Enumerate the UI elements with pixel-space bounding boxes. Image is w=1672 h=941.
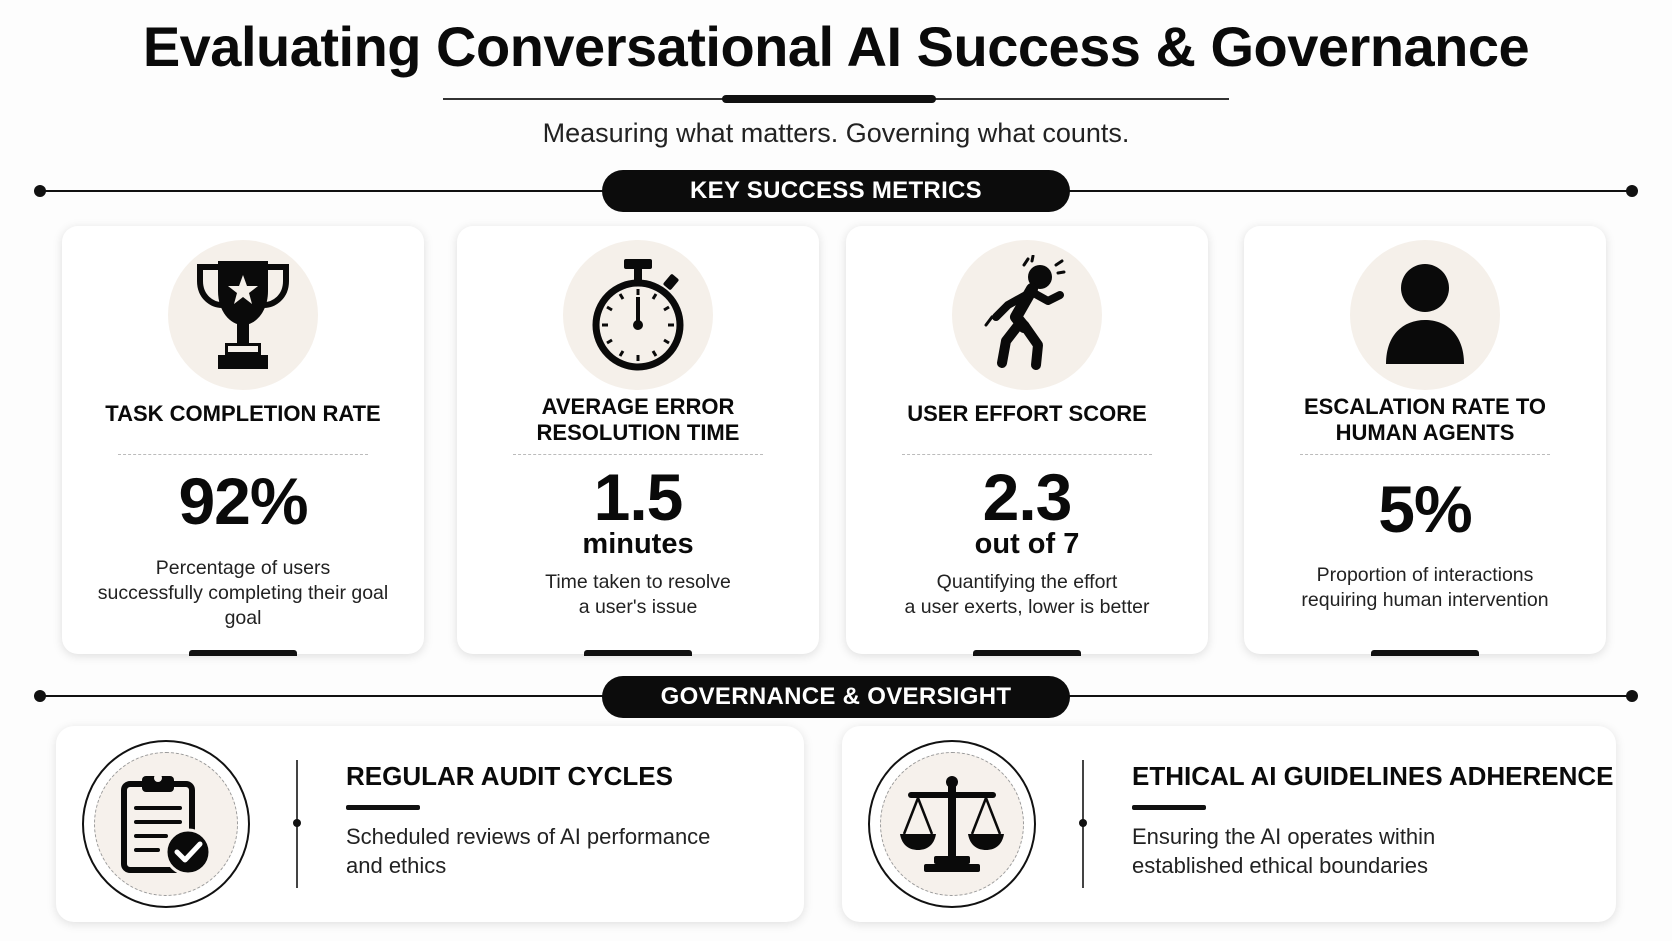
metric-card-accent-bar <box>189 650 297 656</box>
page-subtitle: Measuring what matters. Governing what counts. <box>542 118 1130 148</box>
metric-card-user-effort <box>846 226 1208 654</box>
metric-unit: out of 7 <box>974 528 1080 560</box>
metric-value: 2.3 <box>982 460 1072 534</box>
person-icon <box>1350 240 1500 390</box>
ethics-icon-frame <box>868 740 1036 908</box>
metric-divider <box>118 454 368 455</box>
metric-description-line: Proportion of interactions <box>1316 564 1534 586</box>
metric-card-accent-bar <box>1371 650 1479 656</box>
metric-description-line: Percentage of users <box>155 557 331 579</box>
governance-title: REGULAR AUDIT CYCLES <box>346 761 673 791</box>
governance-description-line: Scheduled reviews of AI performance <box>346 824 711 849</box>
metric-description-line: successfully completing their goal <box>97 582 389 604</box>
metric-card-error-resolution <box>457 226 819 654</box>
governance-title: ETHICAL AI GUIDELINES ADHERENCE <box>1132 761 1614 791</box>
metric-title: ESCALATION RATE TO <box>1304 394 1546 419</box>
metric-title: RESOLUTION TIME <box>536 420 740 445</box>
metric-title: TASK COMPLETION RATE <box>105 401 381 426</box>
metric-description-line: Quantifying the effort <box>936 571 1118 593</box>
governance-section-label: GOVERNANCE & OVERSIGHT <box>602 676 1070 718</box>
metric-card-accent-bar <box>973 650 1081 656</box>
metric-value: 1.5 <box>593 460 683 534</box>
metrics-section-label: KEY SUCCESS METRICS <box>602 170 1070 212</box>
metric-card-accent-bar <box>584 650 692 656</box>
audit-icon-frame <box>82 740 250 908</box>
trophy-icon <box>168 240 318 390</box>
metric-card-escalation-rate <box>1244 226 1606 654</box>
scales-of-justice-icon <box>898 772 1006 876</box>
metric-divider <box>513 454 763 455</box>
metric-description-line: requiring human intervention <box>1301 589 1549 611</box>
metric-title: HUMAN AGENTS <box>1335 420 1515 445</box>
governance-card-audit-cycles <box>56 726 804 922</box>
governance-description-line: established ethical boundaries <box>1132 853 1428 878</box>
stopwatch-icon <box>563 240 713 390</box>
metric-unit: minutes <box>582 528 694 560</box>
metric-divider <box>1300 454 1550 455</box>
governance-section-dot-left <box>34 690 46 702</box>
governance-card-ethical-guidelines <box>842 726 1616 922</box>
metric-description-line: goal <box>224 607 262 629</box>
clipboard-check-icon <box>118 772 214 876</box>
metric-divider <box>902 454 1152 455</box>
metric-card-task-completion <box>62 226 424 654</box>
governance-title-underline <box>346 805 420 810</box>
metrics-section-dot-right <box>1626 185 1638 197</box>
page-title: Evaluating Conversational AI Success & Governance <box>142 15 1530 78</box>
governance-description-line: Ensuring the AI operates within <box>1132 824 1436 849</box>
governance-description-line: and ethics <box>346 853 447 878</box>
metric-description-line: a user exerts, lower is better <box>904 596 1150 618</box>
governance-title-underline <box>1132 805 1206 810</box>
governance-divider-dot <box>293 819 301 827</box>
metric-value: 5% <box>1378 472 1472 546</box>
title-divider-accent <box>722 95 936 103</box>
metric-description-line: Time taken to resolve <box>545 571 731 593</box>
governance-divider-dot <box>1079 819 1087 827</box>
metric-title: AVERAGE ERROR <box>541 394 735 419</box>
metric-title: USER EFFORT SCORE <box>907 401 1147 426</box>
metric-value: 92% <box>178 464 308 538</box>
struggling-person-icon <box>952 240 1102 390</box>
metrics-section-dot-left <box>34 185 46 197</box>
metric-description-line: a user's issue <box>578 596 698 618</box>
governance-section-dot-right <box>1626 690 1638 702</box>
